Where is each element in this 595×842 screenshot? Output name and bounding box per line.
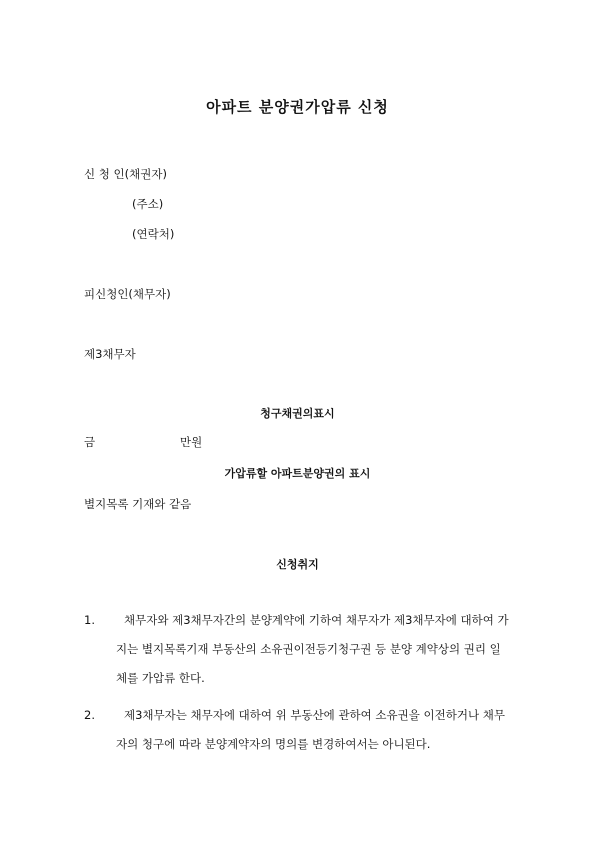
property-text: 별지목록 기재와 같음 — [84, 497, 192, 511]
respondent-label: 피신청인(채무자) — [84, 287, 171, 301]
purpose-item-text: 채무자와 제3채무자간의 분양계약에 기하여 채무자가 제3채무자에 대하여 가지는 별지목록기재 부동산의 소유권이전등기청구권 등 분양 계약상의 권리 일체를 가압류 한다. — [116, 613, 509, 685]
property-heading: 가압류할 아파트분양권의 표시 — [224, 467, 371, 480]
applicant-label: 신 청 인(채권자) — [84, 167, 167, 181]
applicant-address-label: (주소) — [132, 197, 164, 211]
applicant-contact-label: (연락처) — [132, 227, 175, 241]
claim-amount-prefix: 금 — [84, 435, 96, 449]
purpose-heading: 신청취지 — [276, 558, 319, 571]
purpose-item-number: 1. — [84, 613, 95, 627]
purpose-item-number: 2. — [84, 708, 95, 722]
purpose-item-text: 제3채무자는 채무자에 대하여 위 부동산에 관하여 소유권을 이전하거나 채무자의 청구에 따라 분양계약자의 명의를 변경하여서는 아니된다. — [116, 708, 505, 751]
claim-heading: 청구채권의표시 — [260, 407, 335, 420]
document-title: 아파트 분양권가압류 신청 — [206, 98, 389, 116]
claim-amount-unit: 만원 — [180, 435, 203, 449]
third-debtor-label: 제3채무자 — [84, 347, 136, 361]
